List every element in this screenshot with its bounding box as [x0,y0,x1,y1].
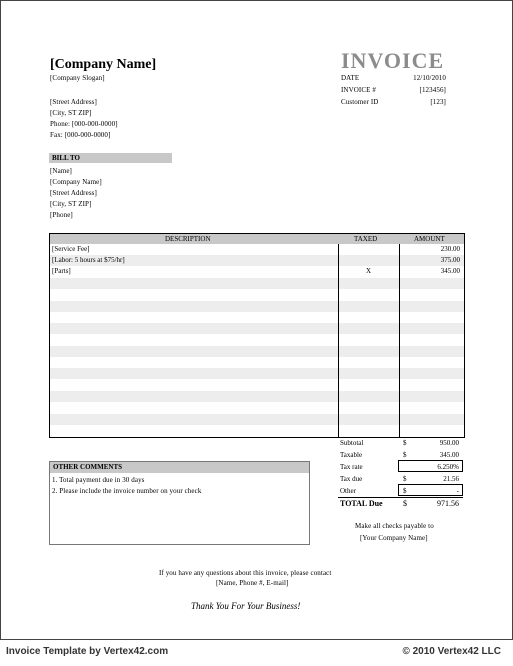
tax-rate-label: Tax rate [340,463,363,471]
table-row-stripe [50,368,464,379]
table-row-stripe [50,312,464,323]
company-fax[interactable]: Fax: [000-000-0000] [50,131,111,139]
items-header-row [50,234,464,244]
other-comments-box[interactable] [49,461,310,545]
table-row-stripe [50,301,464,312]
item-amount[interactable]: 230.00 [440,245,460,253]
col-amount-header: AMOUNT [414,235,445,243]
company-phone[interactable]: Phone: [000-000-0000] [50,120,118,128]
items-table [49,233,465,438]
other-comments-header: OTHER COMMENTS [50,462,309,473]
contact-line-1: If you have any questions about this invoice, please contact [159,569,332,577]
customer-id-label: Customer ID [341,98,379,106]
bill-to-company[interactable]: [Company Name] [50,178,102,186]
total-divider [338,497,463,498]
table-row-stripe [50,425,464,436]
invoice-number-label: INVOICE # [341,86,376,94]
table-row-stripe [50,391,464,402]
item-description[interactable]: [Labor: 5 hours at $75/hr] [52,256,125,264]
column-divider [338,244,339,437]
table-row-stripe [50,334,464,345]
taxable-currency: $ [403,451,407,459]
item-amount[interactable]: 345.00 [440,267,460,275]
date-label: DATE [341,74,360,82]
footer-template-credit[interactable]: Invoice Template by Vertex42.com [6,646,169,657]
other-label: Other [340,487,356,495]
taxable-value: 345.00 [439,451,459,459]
total-due-value: 971.56 [437,499,459,508]
invoice-title: INVOICE [341,48,445,73]
column-divider [399,244,400,437]
table-row-stripe [50,289,464,300]
item-description[interactable]: [Service Fee] [52,245,90,253]
table-row-stripe [50,402,464,413]
table-row-stripe [50,323,464,334]
total-due-label: TOTAL Due [340,499,383,508]
total-due-currency: $ [403,499,407,508]
bill-to-street[interactable]: [Street Address] [50,189,97,197]
col-taxed-header: TAXED [354,235,378,243]
tax-due-label: Tax due [340,475,363,483]
other-value[interactable]: - [456,487,459,495]
table-row[interactable] [50,244,464,255]
tax-due-currency: $ [403,475,407,483]
footer-copyright: © 2010 Vertex42 LLC [402,646,501,657]
item-amount[interactable]: 375.00 [440,256,460,264]
other-box[interactable] [398,484,463,496]
table-row[interactable] [50,255,464,266]
comment-line-1[interactable]: 1. Total payment due in 30 days [52,476,145,484]
table-row-stripe [50,278,464,289]
company-city[interactable]: [City, ST ZIP] [50,109,92,117]
company-slogan[interactable]: [Company Slogan] [50,74,105,82]
bill-to-city[interactable]: [City, ST ZIP] [50,200,92,208]
contact-line-2[interactable]: [Name, Phone #, E-mail] [216,579,289,587]
invoice-number-value[interactable]: [123456] [419,86,446,94]
bill-to-header: BILL TO [49,153,172,163]
other-currency: $ [403,487,407,495]
thank-you-text: Thank You For Your Business! [191,601,301,611]
table-row[interactable] [50,266,464,277]
item-taxed[interactable]: X [366,267,372,275]
taxable-label: Taxable [340,451,363,459]
bill-to-phone[interactable]: [Phone] [50,211,73,219]
table-row-stripe [50,357,464,368]
subtotal-label: Subtotal [340,439,364,447]
tax-due-value: 21.56 [443,475,459,483]
customer-id-value[interactable]: [123] [430,98,446,106]
payable-line-1: Make all checks payable to [355,522,434,530]
comment-line-2[interactable]: 2. Please include the invoice number on your check [52,487,202,495]
table-row-stripe [50,346,464,357]
payable-line-2[interactable]: [Your Company Name] [360,534,428,542]
subtotal-currency: $ [403,439,407,447]
table-row-stripe [50,414,464,425]
bill-to-name[interactable]: [Name] [50,167,72,175]
col-description-header: DESCRIPTION [165,235,211,243]
date-value[interactable]: 12/10/2010 [413,74,446,82]
company-street[interactable]: [Street Address] [50,98,97,106]
tax-rate-value[interactable]: 6.250% [437,463,459,471]
item-description[interactable]: [Parts] [52,267,71,275]
table-row-stripe [50,380,464,391]
subtotal-value: 950.00 [439,439,459,447]
company-name[interactable]: [Company Name] [50,57,157,72]
